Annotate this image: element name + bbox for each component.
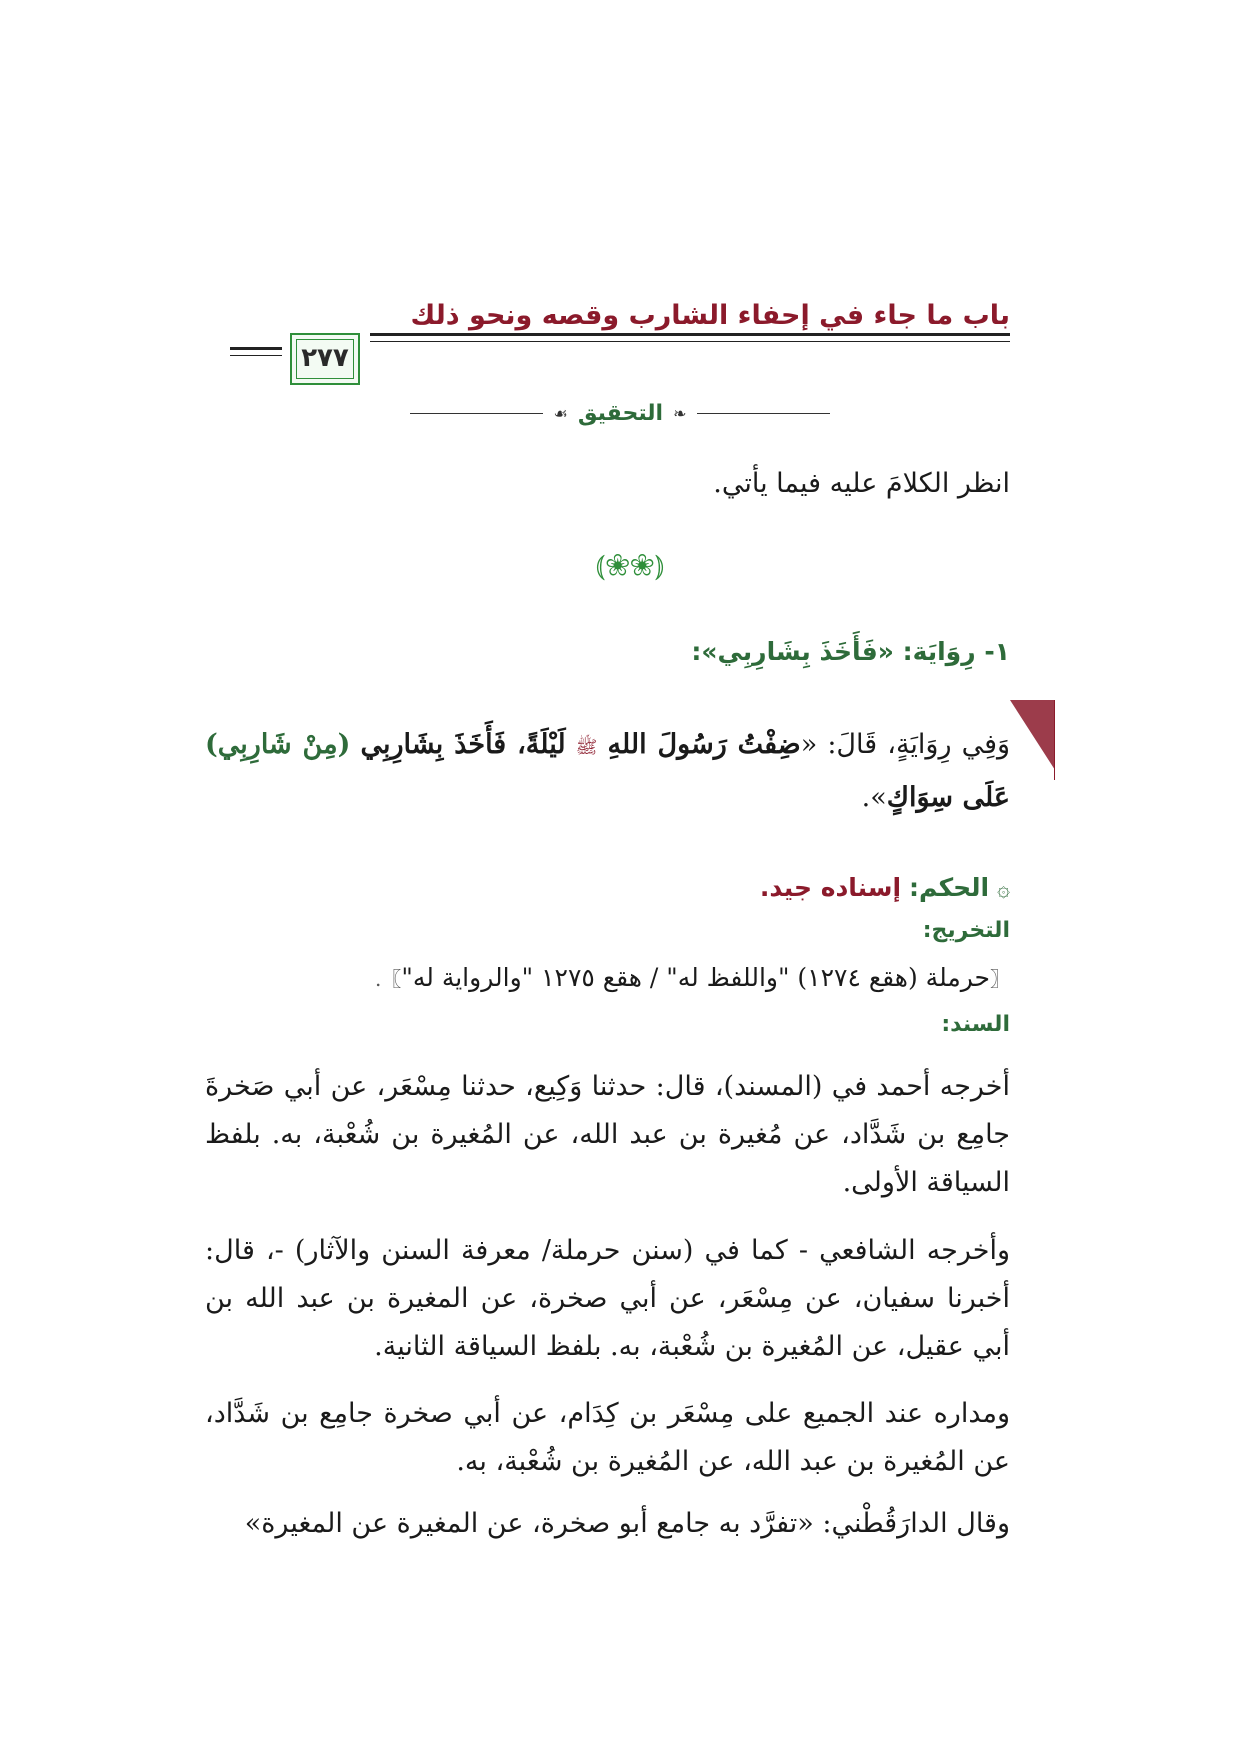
paragraph: أخرجه أحمد في (المسند)، قال: حدثنا وَكِيع، حدثنا مِسْعَر، عن أبي صَخرةَ جامِع بن شَدَّاد، عن مُغيرة بن عبد الله، عن المُغيرة بن شُعْبة، به. بلفظ السياقة الأولى. [205,1071,1010,1198]
takhrij-text [375,963,1010,992]
ornament-bracket-icon: ⦆ [595,548,606,583]
riwaya-lead: وَفِي رِوَايَةٍ، قَالَ: « [800,729,1011,760]
banner-line-left [410,413,543,414]
subheading-number: ١- [984,637,1010,666]
riwaya-close: ». [861,782,887,813]
riwaya-bold-3: عَلَى سِوَاكٍ [886,782,1010,813]
riwaya-bold-2: لَيْلَةً، فَأَخَذَ بِشَارِبِي [360,729,566,760]
corner-decoration-icon [1010,700,1055,770]
header-rule-left-bottom [230,355,282,356]
header-rule-right-bottom [370,341,1010,342]
floral-ornament-icon [570,548,690,583]
hukm-label: الحكم: [908,873,990,902]
salawat-glyph: ﷺ [575,737,598,758]
page-number: ٢٧٧ [301,343,349,373]
header-rule-right-top [370,333,1010,336]
hukm-value: إسناده جيد. [759,873,902,902]
paragraph: ومداره عند الجميع على مِسْعَر بن كِدَام، عن أبي صخرة جامِع بن شَدَّاد، عن المُغيرة بن عبد الله، عن المُغيرة بن شُعْبة، به. [205,1398,1010,1477]
banner-ornament-icon: ❧ [673,403,687,423]
section-banner [410,398,830,428]
page-number-frame [290,333,360,385]
riwaya-text [205,720,1010,823]
banner-line-right [697,413,830,414]
takhrij-body: حرملة (هقع ١٢٧٤) "واللفظ له" / هقع ١٢٧٥ "والرواية له" [401,963,990,992]
paragraph: وأخرجه الشافعي - كما في (سنن حرملة/ معرفة السنن والآثار) -، قال: أخبرنا سفيان، عن مِسْعَر، عن أبي صخرة، عن المغيرة بن عبد الله بن أبي عقيل، عن المُغيرة بن شُعْبة، به. بلفظ السياقة الثانية. [205,1235,1010,1362]
ornament-flowers: ❀❀ [605,548,655,583]
section-banner-title: التحقيق [577,400,664,426]
riwaya-bold-1: ضِفْتُ رَسُولَ اللهِ [607,729,801,760]
riwaya-variant: (مِنْ شَارِبِي) [205,729,351,760]
sanad-label: السند: [941,1012,1010,1037]
intro-text: انظر الكلامَ عليه فيما يأتي. [713,468,1010,499]
ornament-bracket-icon: ⦅ [654,548,665,583]
takhrij-label: التخريج: [922,918,1010,943]
takhrij-open-bracket: 〖 [990,967,1010,991]
header-rule-left-top [230,347,282,350]
takhrij-close-bracket: 〗. [375,967,402,991]
paragraph: وقال الدارَقُطْني: «تفرَّد به جامع أبو صخرة، عن المغيرة عن المغيرة» [244,1508,1010,1539]
hukm-mark-icon: ۞ [997,877,1010,902]
chapter-title: باب ما جاء في إحفاء الشارب وقصه ونحو ذلك [410,300,1010,331]
corner-decoration-line [1054,700,1055,780]
subheading-text: رِوَايَة: «فَأَخَذَ بِشَارِبِي»: [691,637,976,666]
banner-ornament-icon: ☙ [553,403,568,423]
hukm-line [760,873,1010,902]
riwaya-subheading [691,637,1010,666]
